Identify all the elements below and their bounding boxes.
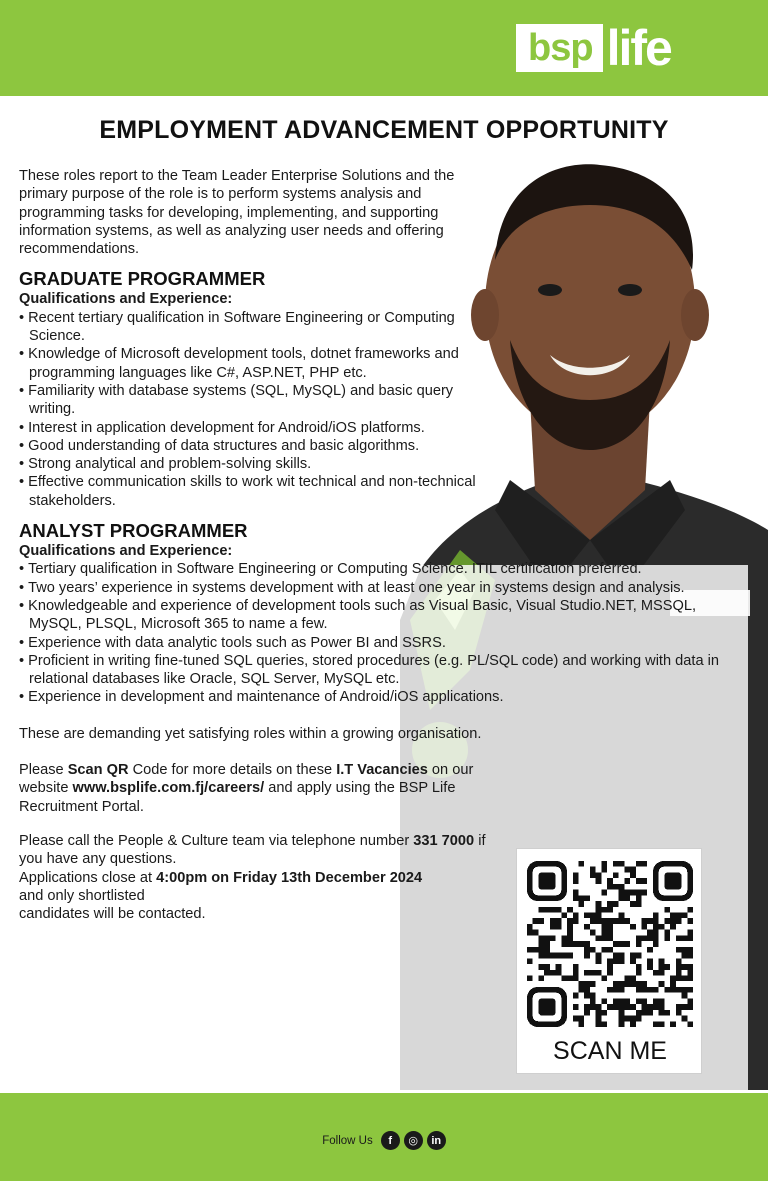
closing-deadline: 4:00pm on Friday 13th December 2024 bbox=[156, 869, 423, 886]
contact-text-5: candidates will be contacted. bbox=[19, 906, 206, 923]
list-item: • Good understanding of data structures and basic algorithms. bbox=[19, 437, 499, 455]
qr-finder-inner bbox=[538, 998, 555, 1015]
qr-vacancies-emphasis: I.T Vacancies bbox=[336, 762, 428, 779]
contact-paragraph bbox=[19, 832, 504, 923]
advert-body bbox=[19, 167, 739, 923]
list-item: • Effective communication skills to work wit technical and non-technical stakeholders. bbox=[19, 473, 499, 510]
contact-text-4: and only shortlisted bbox=[19, 887, 145, 904]
qr-text-3: on our website bbox=[19, 762, 474, 797]
analyst-heading: ANALYST PROGRAMMER bbox=[19, 520, 248, 542]
phone-number[interactable]: 331 7000 bbox=[413, 832, 475, 849]
logo-bsp-text: bsp bbox=[516, 24, 603, 72]
contact-text-1: Please call the People & Culture team via telephone number bbox=[19, 832, 414, 849]
qr-text-1: Please bbox=[19, 762, 68, 779]
list-item: • Recent tertiary qualification in Software Engineering or Computing Science. bbox=[19, 309, 499, 346]
list-item: • Experience with data analytic tools such as Power BI and SSRS. bbox=[19, 634, 735, 652]
analyst-requirements bbox=[19, 560, 735, 706]
qr-text-2: Code for more details on these bbox=[128, 762, 337, 779]
qr-text-4: and apply using the BSP Life Recruitment Portal. bbox=[19, 780, 456, 815]
social-links bbox=[0, 1131, 768, 1150]
graduate-subheading: Qualifications and Experience: bbox=[19, 291, 233, 308]
contact-text-3: Applications close at bbox=[19, 869, 157, 886]
list-item: • Tertiary qualification in Software Engineering or Computing Science. ITIL certification preferred. bbox=[19, 560, 735, 578]
list-item: • Knowledgeable and experience of development tools such as Visual Basic, Visual Studio.NET, MSSQL, MySQL, PLSQL, Microsoft 365 to name a few. bbox=[19, 597, 735, 634]
list-item: • Two years’ experience in systems development with at least one year in systems design and analysis. bbox=[19, 579, 735, 597]
facebook-icon[interactable]: f bbox=[381, 1131, 400, 1150]
qr-code[interactable] bbox=[527, 861, 693, 1027]
bsp-life-logo bbox=[516, 20, 671, 76]
list-item: • Strong analytical and problem-solving skills. bbox=[19, 455, 499, 473]
qr-instructions bbox=[19, 761, 504, 816]
list-item: • Knowledge of Microsoft development tools, dotnet frameworks and programming languages like C#, ASP.NET, PHP etc. bbox=[19, 345, 499, 382]
list-item: • Proficient in writing fine-tuned SQL queries, stored procedures (e.g. PL/SQL code) and working with data in relational databases like Oracle, SQL Server, MySQL etc. bbox=[19, 652, 735, 689]
list-item: • Interest in application development for Android/iOS platforms. bbox=[19, 419, 499, 437]
qr-finder-inner bbox=[538, 872, 555, 889]
intro-paragraph: These roles report to the Team Leader Enterprise Solutions and the primary purpose of the role is to perform systems analysis and programming tasks for developing, implementing, and supporting information systems, as well as analyzing user needs and offering recommendations. bbox=[19, 168, 455, 258]
closing-statement: These are demanding yet satisfying roles within a growing organisation. bbox=[19, 725, 482, 742]
careers-url[interactable]: www.bsplife.com.fj/careers/ bbox=[72, 780, 265, 797]
graduate-heading: GRADUATE PROGRAMMER bbox=[19, 268, 266, 290]
qr-code-card[interactable] bbox=[516, 848, 702, 1074]
graduate-requirements bbox=[19, 309, 499, 510]
linkedin-icon[interactable]: in bbox=[427, 1131, 446, 1150]
list-item: • Experience in development and maintenance of Android/iOS applications. bbox=[19, 688, 735, 706]
instagram-icon[interactable]: ◎ bbox=[404, 1131, 423, 1150]
page-title: EMPLOYMENT ADVANCEMENT OPPORTUNITY bbox=[99, 116, 669, 144]
qr-finder-inner bbox=[664, 872, 681, 889]
analyst-subheading: Qualifications and Experience: bbox=[19, 543, 233, 560]
logo-life-text: life bbox=[606, 20, 671, 76]
scan-me-label: SCAN ME bbox=[553, 1037, 667, 1065]
list-item: • Familiarity with database systems (SQL, MySQL) and basic query writing. bbox=[19, 382, 499, 419]
contact-text-2: if you have any questions. bbox=[19, 832, 486, 868]
follow-us-label: Follow Us bbox=[322, 1134, 373, 1147]
qr-scan-emphasis: Scan QR bbox=[67, 762, 129, 779]
